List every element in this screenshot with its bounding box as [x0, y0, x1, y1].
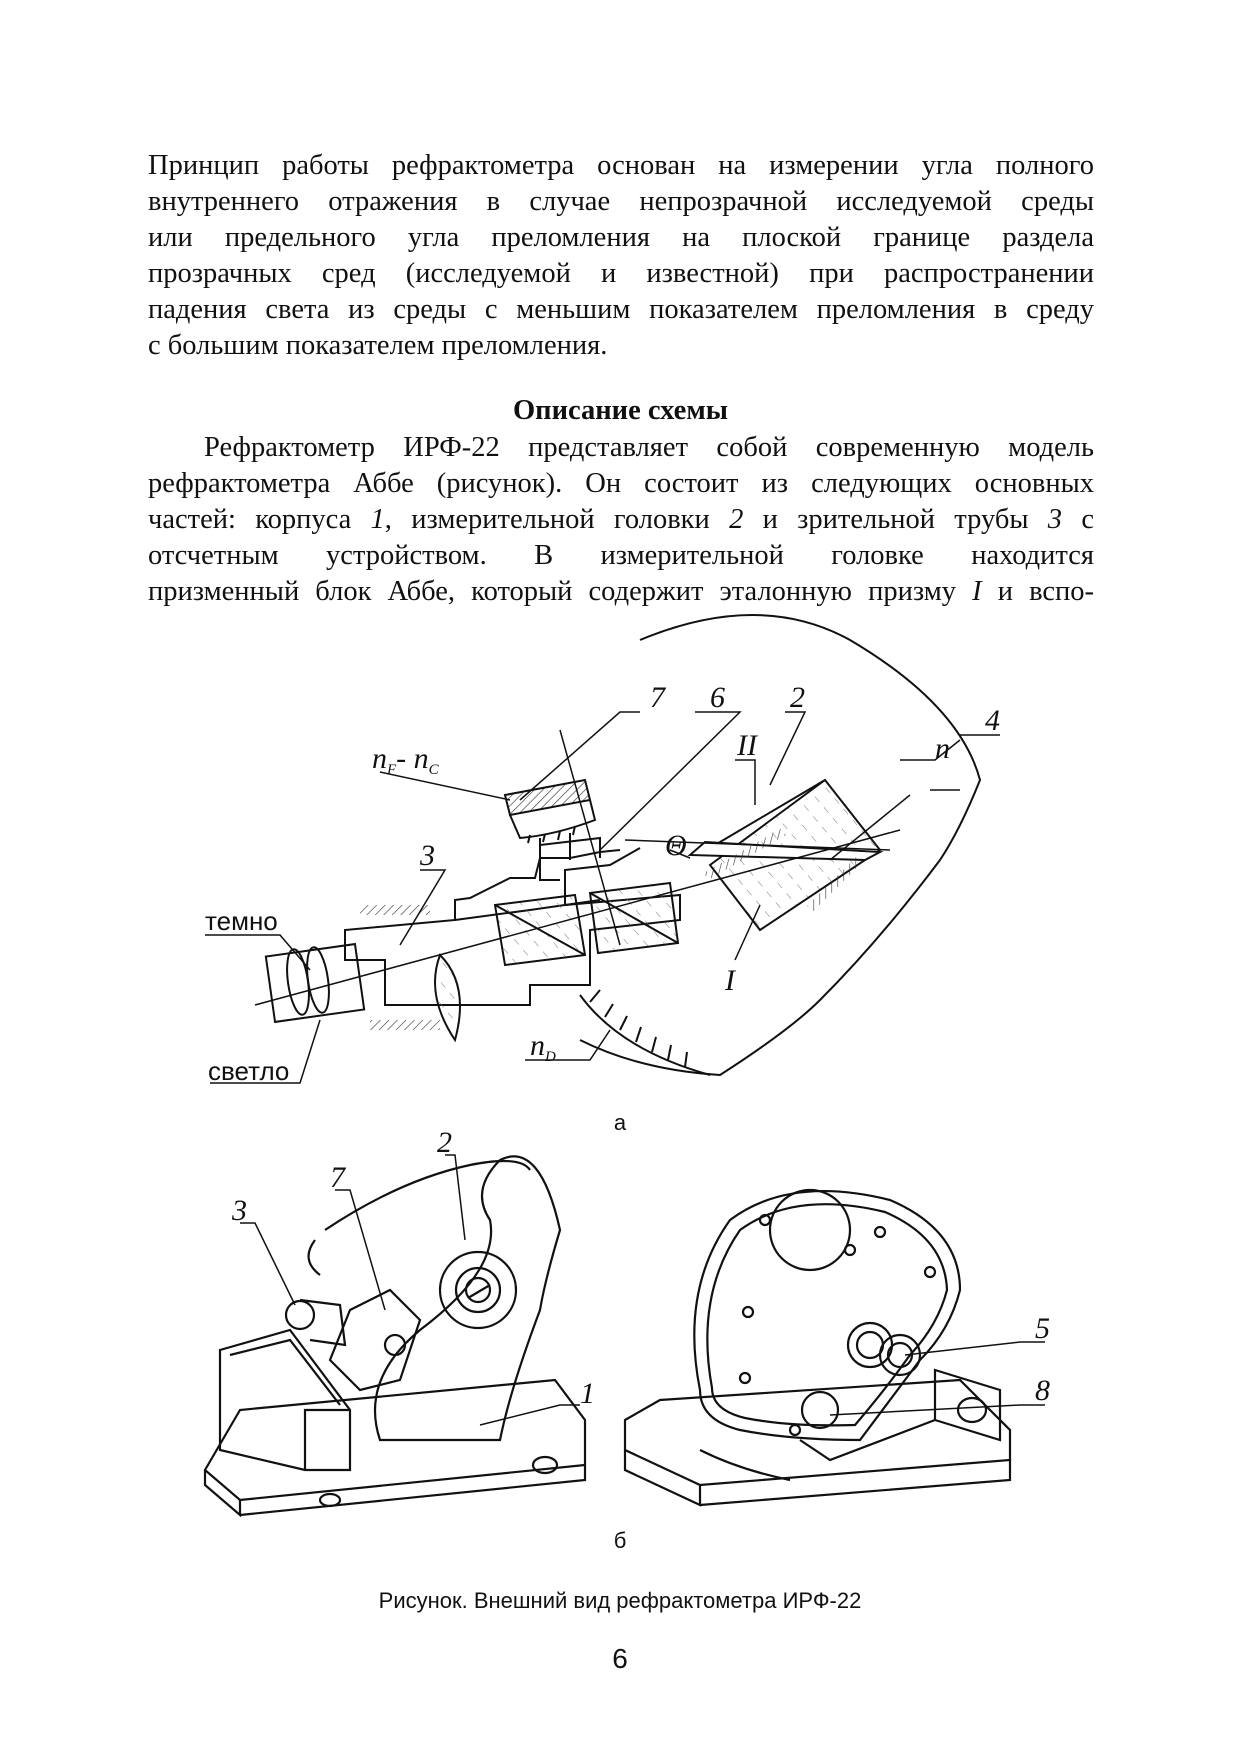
- label-2: 2: [790, 681, 805, 714]
- intro-line: или предельного угла преломления на плоской границе раздела: [148, 222, 1094, 253]
- label-nF: $n_F-$ $n_C$: [372, 742, 439, 778]
- part-number: 2: [729, 504, 744, 535]
- label-b-5: 5: [1035, 1312, 1050, 1345]
- figure-b-left-leaders: [240, 1155, 580, 1425]
- text-run: и зрительной трубы: [743, 504, 1048, 535]
- label-7: 7: [650, 681, 665, 714]
- figure-a-caption: а: [613, 1110, 627, 1135]
- label-dark: темно: [205, 906, 278, 936]
- text-run: и вспо-: [981, 576, 1094, 607]
- text-run: с: [1062, 504, 1094, 535]
- figure-caption: Рисунок. Внешний вид рефрактометра ИРФ-22: [378, 1588, 862, 1613]
- label-b-8: 8: [1035, 1374, 1050, 1407]
- label-light: светло: [208, 1056, 290, 1086]
- label-I: I: [725, 964, 735, 997]
- figure-a-scheme: [205, 615, 1000, 1083]
- desc-line: рефрактометра Аббе (рисунок). Он состоит из следующих основных: [148, 468, 1094, 499]
- part-number: 1: [370, 504, 385, 535]
- compensator-knob: [505, 780, 595, 880]
- intro-line: Принцип работы рефрактометра основан на измерении угла полного: [148, 150, 1094, 181]
- figure-b-right-leaders: [830, 1342, 1045, 1415]
- label-b-7: 7: [330, 1161, 345, 1194]
- label-b-3: 3: [232, 1194, 247, 1227]
- label-n: n: [935, 732, 950, 765]
- figure-b-right-labels: [1035, 1312, 1050, 1407]
- text-run: призменный блок Аббе, который содержит эталонную призму: [148, 576, 973, 607]
- amici-prisms: [495, 883, 678, 965]
- scale-ticks: [590, 990, 687, 1067]
- label-theta: Θ: [665, 829, 687, 862]
- intro-line: с большим показателем преломления.: [148, 330, 608, 361]
- label-4: 4: [985, 704, 1000, 737]
- section-heading: Описание схемы: [512, 395, 728, 426]
- prism-block: [690, 780, 880, 930]
- intro-line: внутреннего отражения в случае непрозрачной исследуемой среды: [148, 186, 1094, 217]
- text-run: частей: корпуса: [148, 504, 371, 535]
- desc-line: Рефрактометр ИРФ-22 представляет собой современную модель: [204, 432, 1094, 463]
- intro-line: прозрачных сред (исследуемой и известной) при распространении: [148, 258, 1094, 289]
- desc-line: отсчетным устройством. В измерительной головке находится: [148, 540, 1094, 571]
- figure-b-caption: б: [613, 1528, 627, 1553]
- label-b-2: 2: [437, 1126, 452, 1159]
- label-nD: $n_D$: [530, 1029, 556, 1065]
- intro-line: падения света из среды с меньшим показателем преломления в среду: [148, 294, 1094, 325]
- label-3: 3: [420, 839, 435, 872]
- part-number: 3: [1047, 504, 1063, 535]
- label-b-1: 1: [580, 1377, 595, 1410]
- prism-label: I: [972, 576, 982, 607]
- screws: [740, 1215, 935, 1435]
- label-6: 6: [710, 681, 725, 714]
- figure-b-left-labels: [231, 1126, 595, 1410]
- page-number: 6: [612, 1643, 628, 1674]
- figure-b-left: [205, 1156, 585, 1515]
- label-II: II: [737, 729, 757, 762]
- text-run: , измерительной головки: [384, 504, 730, 535]
- eyepiece: [266, 944, 364, 1022]
- figure-b-right: [625, 1190, 1010, 1505]
